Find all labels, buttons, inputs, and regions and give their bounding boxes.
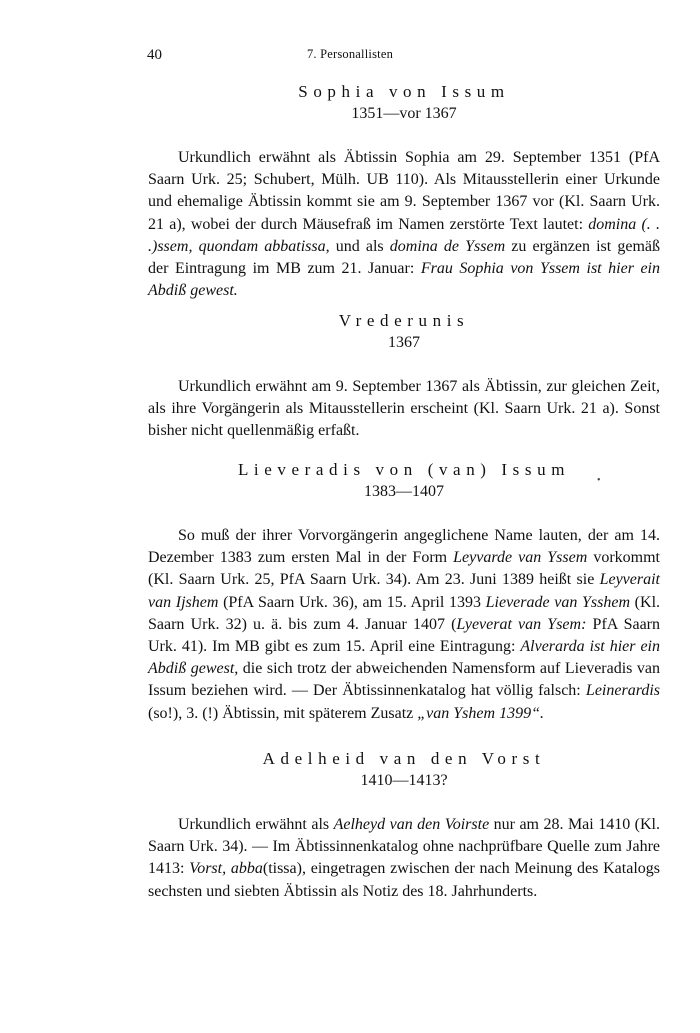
text-run: (so!), 3. (!) Äbtissin, mit späterem Zusatz bbox=[148, 704, 418, 722]
entry-vrederunis bbox=[148, 310, 660, 443]
text-run: So muß der ihrer Vorvorgängerin angeglichene Name lauten, der am 14. Dezember 1383 zum ersten Mal in der Form bbox=[148, 527, 660, 567]
entry-heading-name: Vrederunis bbox=[338, 311, 470, 330]
italic-run: Leyvarde van Yssem bbox=[453, 549, 588, 567]
text-run: und als bbox=[329, 237, 390, 255]
entry-sophia bbox=[148, 81, 660, 302]
entry-heading-dates: 1351—vor 1367 bbox=[351, 105, 457, 122]
text-run: (tissa), eingetragen zwischen der nach Meinung des Katalogs sechsten und siebten Äbtissin als Notiz des 18. Jahrhunderts. bbox=[148, 860, 660, 900]
entry-heading-dates: 1367 bbox=[388, 334, 420, 351]
entry-heading-name: Adelheid van den Vorst bbox=[262, 749, 546, 768]
entry-heading-name: Sophia von Issum bbox=[298, 82, 510, 101]
entry-body bbox=[148, 525, 660, 725]
text-run: nur am 28. Mai 1410 (Kl. Saarn Urk. 34). — Im Äbtissinnenkatalog ohne nachprüfbare Quelle zum Jahre 1413: bbox=[148, 816, 660, 878]
entry-body bbox=[148, 147, 660, 302]
entry-heading-name: Lieveradis von (van) Issum bbox=[237, 460, 571, 479]
text-run: (PfA Saarn Urk. 36), am 15. April 1393 bbox=[218, 593, 486, 611]
text-run: Urkundlich erwähnt als Äbtissin Sophia am 29. September 1351 (PfA Saarn Urk. 25; Schubert, Mülh. UB 110). Als Mitausstellerin einer Urkunde und ehemalige Äbtissin kommt sie am 9. September 1367 vor (Kl. Saarn Urk. 21 a), wobei der durch Mäusefraß im Namen zerstörte Text lautet: bbox=[148, 149, 660, 233]
text-run: Urkundlich erwähnt am 9. September 1367 als Äbtissin, zur gleichen Zeit, als ihre Vorgängerin als Mitausstellerin erscheint (Kl. Saarn Urk. 21 a). Sonst bisher nicht quellenmäßig erfaßt. bbox=[148, 378, 660, 440]
stray-mark: • bbox=[597, 475, 601, 486]
italic-run: Leyverait van Ijshem bbox=[148, 571, 660, 611]
text-run: PfA Saarn Urk. 41). Im MB gibt es zum 15. April eine Eintragung: bbox=[148, 615, 661, 656]
italic-run: Leinerardis bbox=[585, 682, 660, 700]
italic-run: domina (. . .)ssem, quondam abbatissa, bbox=[148, 215, 661, 255]
italic-run: „van Yshem 1399“. bbox=[417, 704, 544, 722]
text-run: die sich trotz der abweichenden Namensform auf Lieveradis van Issum beziehen wird. — Der Äbtissinnenkatalog hat völlig falsch: bbox=[148, 660, 661, 700]
entry-heading-dates: 1383—1407 bbox=[364, 483, 444, 500]
text-run: Urkundlich erwähnt als bbox=[178, 816, 334, 833]
entry-body bbox=[148, 376, 660, 443]
italic-run: Alverarda ist hier ein Abdiß gewest, bbox=[148, 638, 660, 678]
page-number: 40 bbox=[147, 47, 162, 63]
italic-run: Vorst, abba bbox=[189, 860, 263, 878]
italic-run: Aelheyd van den Voirste bbox=[333, 816, 490, 833]
italic-run: domina de Yssem bbox=[389, 237, 506, 255]
entry-body bbox=[148, 814, 660, 903]
italic-run: Frau Sophia von Yssem ist hier ein Abdiß gewest. bbox=[148, 260, 661, 300]
text-run: (Kl. Saarn Urk. 32) u. ä. bis zum 4. Januar 1407 ( bbox=[148, 593, 661, 633]
text-run: zu ergänzen ist gemäß der Eintragung im MB zum 21. Januar: bbox=[148, 237, 660, 278]
entry-adelheid bbox=[148, 748, 660, 903]
running-head: 7. Personallisten bbox=[306, 47, 394, 61]
italic-run: Lieverade van Ysshem bbox=[485, 593, 631, 611]
entry-heading-dates: 1410—1413? bbox=[360, 772, 448, 789]
entry-lieveradis bbox=[148, 459, 660, 725]
italic-run: Lyeverat van Ysem: bbox=[456, 615, 587, 633]
text-run: vorkommt (Kl. Saarn Urk. 25, PfA Saarn Urk. 34). Am 23. Juni 1389 heißt sie bbox=[148, 549, 661, 589]
